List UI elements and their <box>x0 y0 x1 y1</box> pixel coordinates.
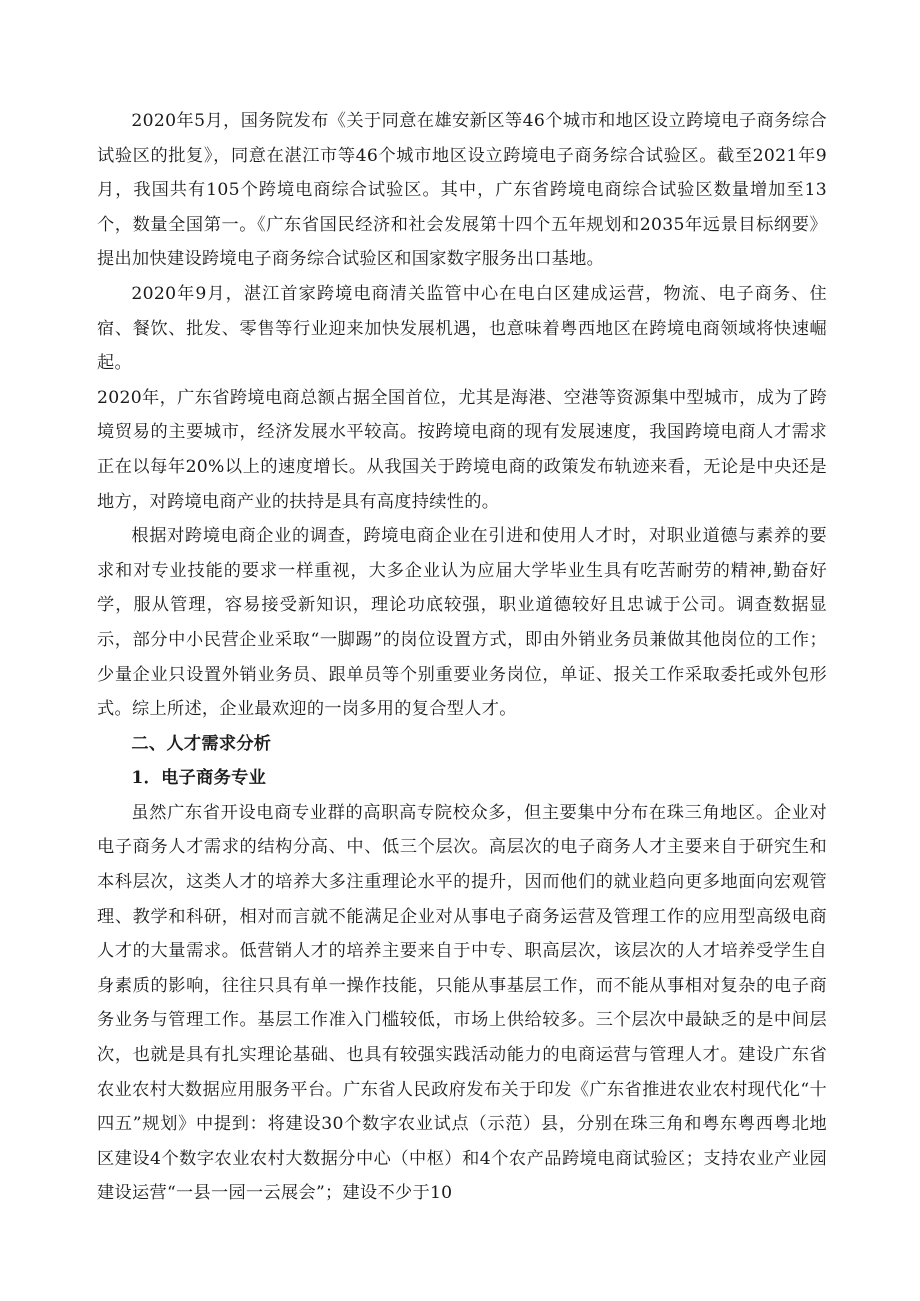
paragraph-comprehensive-pilot-zones: 2020年5月，国务院发布《关于同意在雄安新区等46个城市和地区设立跨境电子商务综合试验区的批复》，同意在湛江市等46个城市地区设立跨境电子商务综合试验区。截至2021年9月，我国共有105个跨境电商综合试验区。其中，广东省跨境电商综合试验区数量增加至13个，数量全国第一。《广东省国民经济和社会发展第十四个五年规划和2035年远景目标纲要》提出加快建设跨境电子商务综合试验区和国家数字服务出口基地。 <box>97 111 827 270</box>
paragraph-enterprise-survey: 根据对跨境电商企业的调查，跨境电商企业在引进和使用人才时，对职业道德与素养的要求和对专业技能的要求一样重视，大多企业认为应届大学毕业生具有吃苦耐劳的精神,勤奋好学，服从管理，容易接受新知识，理论功底较强，职业道德较好且忠诚于公司。调查数据显示，部分中小民营企业采取“一脚踢”的岗位设置方式，即由外销业务员兼做其他岗位的工作；少量企业只设置外销业务员、跟单员等个别重要业务岗位，单证、报关工作采取委托或外包形式。综上所述，企业最欢迎的一岗多用的复合型人才。 <box>97 526 827 720</box>
sub-heading-ecommerce-major: 1．电子商务专业 <box>131 768 267 789</box>
document-body <box>97 104 827 1211</box>
section-heading-talent-demand: 二、人才需求分析 <box>131 733 272 754</box>
paragraph-ecommerce-talent-structure: 虽然广东省开设电商专业群的高职高专院校众多，但主要集中分布在珠三角地区。企业对电子商务人才需求的结构分高、中、低三个层次。高层次的电子商务人才主要来自于研究生和本科层次，这类人才的培养大多注重理论水平的提升，因而他们的就业趋向更多地面向宏观管理、教学和科研，相对而言就不能满足企业对从事电子商务运营及管理工作的应用型高级电商人才的大量需求。低营销人才的培养主要来自于中专、职高层次，该层次的人才培养受学生自身素质的影响，往往只具有单一操作技能，只能从事基层工作，而不能从事相对复杂的电子商务业务与管理工作。基层工作准入门槛较低，市场上供给较多。三个层次中最缺乏的是中间层次，也就是具有扎实理论基础、也具有较强实践活动能力的电商运营与管理人才。建设广东省农业农村大数据应用服务平台。广东省人民政府发布关于印发《广东省推进农业农村现代化“十四五”规划》中提到：将建设30个数字农业试点（示范）县，分别在珠三角和粤东粤西粤北地区建设4个数字农业农村大数据分中心（中枢）和4个农产品跨境电商试验区；支持农业产业园建设运营“一县一园一云展会”；建设不少于10 <box>97 802 827 1204</box>
paragraph-zhanjiang-customs-center: 2020年9月，湛江首家跨境电商清关监管中心在电白区建成运营，物流、电子商务、住宿、餐饮、批发、零售等行业迎来加快发展机遇，也意味着粤西地区在跨境电商领域将快速崛起。 <box>97 283 827 374</box>
paragraph-guangdong-ecommerce-total: 2020年，广东省跨境电商总额占据全国首位，尤其是海港、空港等资源集中型城市，成为了跨境贸易的主要城市，经济发展水平较高。按跨境电商的现有发展速度，我国跨境电商人才需求正在以每年20%以上的速度增长。从我国关于跨境电商的政策发布轨迹来看，无论是中央还是地方，对跨境电商产业的扶持是具有高度持续性的。 <box>97 387 827 512</box>
